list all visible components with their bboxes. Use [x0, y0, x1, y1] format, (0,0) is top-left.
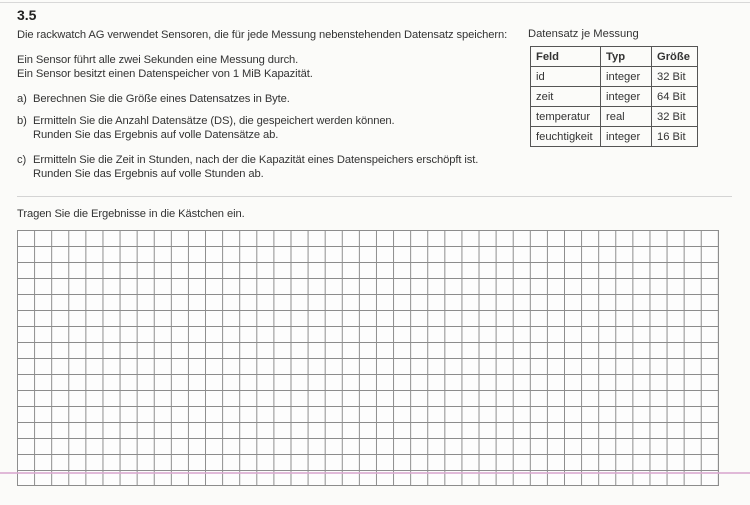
header-groesse: Größe [652, 47, 698, 67]
cell-typ: integer [601, 87, 652, 107]
subtask-b-line-1: Ermitteln Sie die Anzahl Datensätze (DS), die gespeichert werden können. [33, 115, 395, 127]
table-caption: Datensatz je Messung [528, 28, 639, 40]
sensor-line-2: Ein Sensor besitzt einen Datenspeicher von 1 MiB Kapazität. [17, 68, 313, 80]
cell-groesse: 32 Bit [652, 107, 698, 127]
cell-typ: integer [601, 127, 652, 147]
section-divider [17, 196, 732, 197]
header-typ: Typ [601, 47, 652, 67]
datensatz-table [530, 46, 698, 147]
table-row [531, 107, 698, 127]
margin-line [0, 472, 750, 474]
table-row [531, 67, 698, 87]
table-row [531, 87, 698, 107]
subtask-b-line-2: Runden Sie das Ergebnis auf volle Datensätze ab. [33, 129, 279, 141]
subtask-c-label: c) [17, 154, 27, 166]
cell-groesse: 16 Bit [652, 127, 698, 147]
subtask-a-text: Berechnen Sie die Größe eines Datensatzes in Byte. [33, 93, 290, 105]
table-row [531, 127, 698, 147]
task-number: 3.5 [17, 7, 37, 23]
subtask-b-label: b) [17, 115, 27, 127]
cell-feld: zeit [531, 87, 601, 107]
cell-groesse: 32 Bit [652, 67, 698, 87]
subtask-c-line-1: Ermitteln Sie die Zeit in Stunden, nach der die Kapazität eines Datenspeichers erschöpft ist. [33, 154, 479, 166]
instruction-text: Tragen Sie die Ergebnisse in die Kästchen ein. [17, 208, 245, 220]
sensor-line-1: Ein Sensor führt alle zwei Sekunden eine Messung durch. [17, 54, 299, 66]
subtask-c-line-2: Runden Sie das Ergebnis auf volle Stunden ab. [33, 168, 264, 180]
cell-groesse: 64 Bit [652, 87, 698, 107]
table-header-row [531, 47, 698, 67]
cell-typ: real [601, 107, 652, 127]
cell-feld: feuchtigkeit [531, 127, 601, 147]
subtask-a-label: a) [17, 93, 27, 105]
cell-typ: integer [601, 67, 652, 87]
task-intro: Die rackwatch AG verwendet Sensoren, die für jede Messung nebenstehenden Datensatz speichern: [17, 29, 508, 41]
cell-feld: id [531, 67, 601, 87]
top-rule [0, 2, 750, 3]
cell-feld: temperatur [531, 107, 601, 127]
header-feld: Feld [531, 47, 601, 67]
answer-grid[interactable] [17, 230, 719, 486]
